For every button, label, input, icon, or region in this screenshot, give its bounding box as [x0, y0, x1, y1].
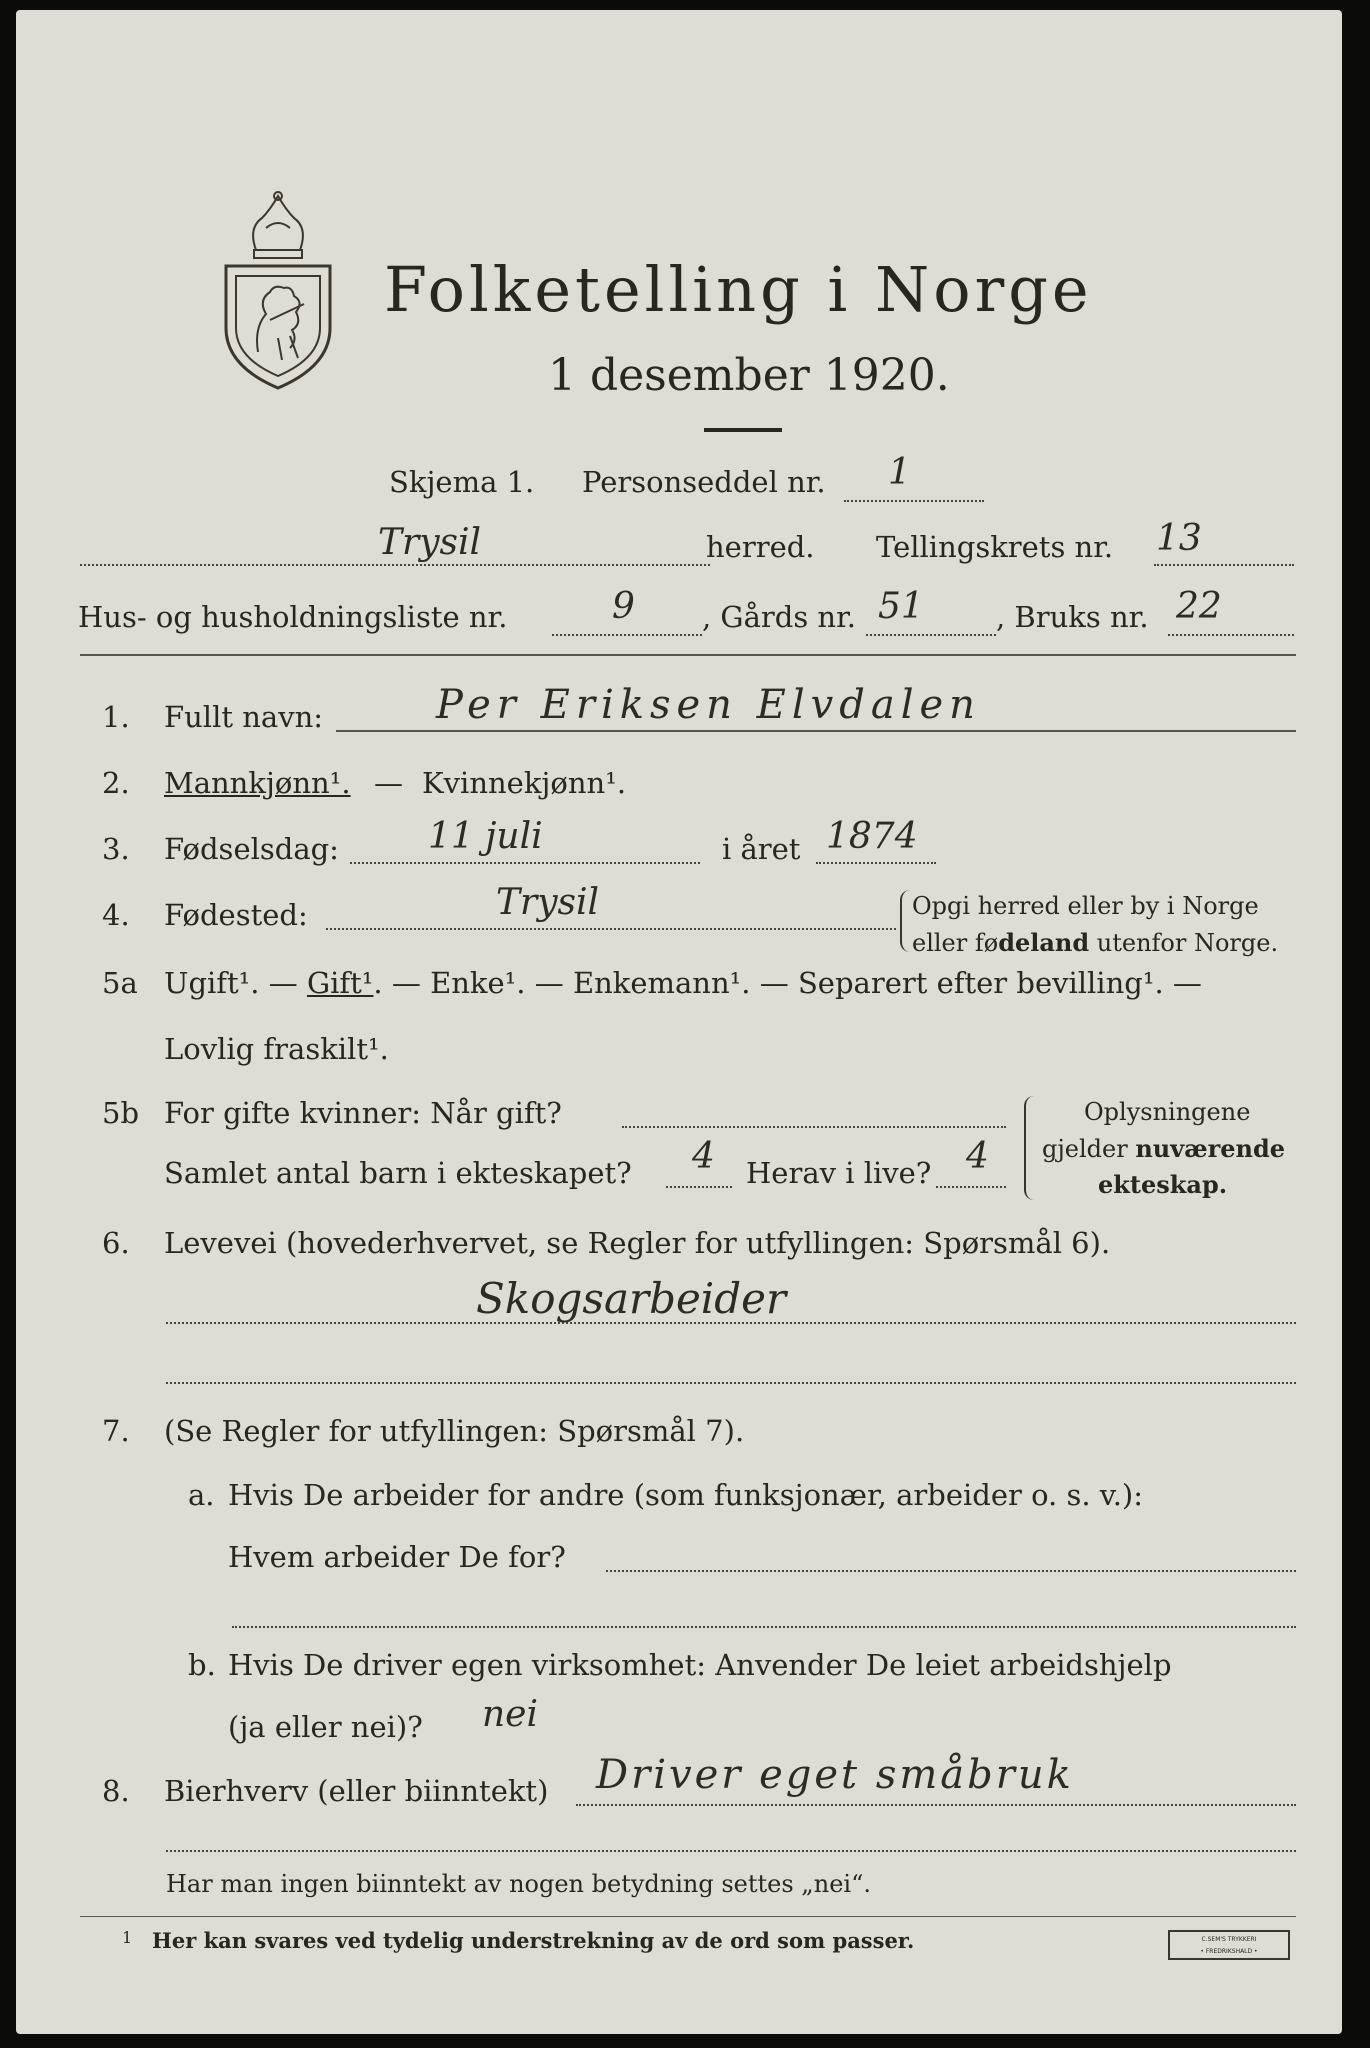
q4-note-brace [900, 890, 910, 952]
q7b-letter: b. [188, 1648, 216, 1682]
personseddel-line [844, 500, 984, 502]
husliste-value: 9 [612, 586, 635, 627]
q7a-label2: Hvem arbeider De for? [228, 1540, 566, 1574]
birth-year-value: 1874 [826, 816, 918, 857]
gards-value: 51 [878, 586, 924, 627]
q5b-label1: For gifte kvinner: Når gift? [164, 1096, 562, 1130]
q7a-label: Hvis De arbeider for andre (som funksjonær, arbeider o. s. v.): [228, 1478, 1144, 1512]
q5b-live-label: Herav i live? [746, 1156, 932, 1190]
q7a-letter: a. [188, 1478, 215, 1512]
sex-male-option: Mannkjønn¹. [164, 766, 351, 800]
footer-note: Har man ingen biinntekt av nogen betydning settes „nei“. [166, 1870, 871, 1898]
q7-number: 7. [102, 1414, 130, 1448]
bruks-label: , Bruks nr. [996, 600, 1149, 634]
tellingskrets-label: Tellingskrets nr. [876, 530, 1114, 564]
q1-label: Fullt navn: [164, 700, 324, 734]
footnote-number: 1 [122, 1928, 133, 1947]
q7a-line1 [606, 1570, 1296, 1572]
q6-label: Levevei (hovederhvervet, se Regler for utfyllingen: Spørsmål 6). [164, 1226, 1111, 1260]
bruks-value: 22 [1176, 586, 1222, 627]
coat-of-arms-icon [218, 188, 338, 394]
q7b-label: Hvis De driver egen virksomhet: Anvender De leiet arbeidshjelp [228, 1648, 1172, 1682]
q8-label: Bierhverv (eller biinntekt) [164, 1774, 549, 1808]
secondary-income-value: Driver eget småbruk [596, 1752, 1074, 1798]
birth-day-value: 11 juli [428, 816, 543, 857]
printer-stamp [1168, 1930, 1290, 1960]
husliste-line [552, 634, 702, 636]
q1-number: 1. [102, 700, 130, 734]
q7a-line2 [232, 1626, 1296, 1628]
herred-value: Trysil [378, 522, 482, 563]
herred-line [80, 564, 710, 566]
q5b-label2: Samlet antal barn i ekteskapet? [164, 1156, 632, 1190]
q3-number: 3. [102, 832, 130, 866]
stamp-line1: C.SEM'S TRYKKERI [1201, 1936, 1257, 1943]
birthplace-value: Trysil [496, 882, 600, 923]
q5b-married-line [622, 1126, 1006, 1128]
gards-label: , Gårds nr. [702, 600, 856, 634]
q4-line [326, 928, 896, 930]
q7b-label2: (ja eller nei)? [228, 1710, 423, 1744]
personseddel-value: 1 [888, 452, 911, 493]
q8-line2 [166, 1850, 1296, 1852]
children-count-value: 4 [692, 1136, 715, 1177]
q8-number: 8. [102, 1774, 130, 1808]
q5b-note-line3: ekteskap. [1098, 1170, 1228, 1199]
occupation-value: Skogsarbeider [476, 1274, 787, 1323]
q2-dash: — [374, 766, 403, 800]
full-name-value: Per Eriksen Elvdalen [436, 682, 981, 728]
q4-note-line2: eller fødeland utenfor Norge. [912, 928, 1279, 957]
hired-help-value: nei [482, 1694, 539, 1735]
q6-number: 6. [102, 1226, 130, 1260]
q3-year-line [816, 862, 936, 864]
q4-number: 4. [102, 898, 130, 932]
footnote-text: Her kan svares ved tydelig understrekning av de ord som passer. [152, 1928, 915, 1953]
marital-status-line2: Lovlig fraskilt¹. [164, 1032, 389, 1066]
q1-line [336, 730, 1296, 732]
q5b-note-brace [1024, 1096, 1036, 1200]
q8-line1 [576, 1804, 1296, 1806]
bruks-line [1168, 634, 1294, 636]
husliste-label: Hus- og husholdningsliste nr. [78, 600, 508, 634]
q7-label: (Se Regler for utfyllingen: Spørsmål 7). [164, 1414, 745, 1448]
marital-status-options: Ugift¹. — Gift¹. — Enke¹. — Enkemann¹. — Separert efter bevilling¹. — [164, 966, 1202, 1000]
schema-label: Skjema 1. [389, 465, 535, 499]
q6-line2 [166, 1382, 1296, 1384]
personseddel-label: Personseddel nr. [582, 465, 826, 499]
q6-line1 [166, 1322, 1296, 1324]
herred-label: herred. [706, 530, 815, 564]
title-divider [704, 428, 782, 432]
q3-year-label: i året [722, 832, 801, 866]
gards-line [866, 634, 996, 636]
children-alive-value: 4 [966, 1136, 989, 1177]
q5b-number: 5b [102, 1096, 140, 1130]
q2-number: 2. [102, 766, 130, 800]
tellingskrets-value: 13 [1156, 518, 1202, 559]
q5b-note-line1: Oplysningene [1084, 1098, 1251, 1126]
tellingskrets-line [1154, 564, 1294, 566]
stamp-line2: • FREDRIKSHALD • [1200, 1948, 1258, 1955]
form-title: Folketelling i Norge [384, 253, 1093, 326]
q5a-number: 5a [102, 966, 138, 1000]
footer-rule [80, 1916, 1296, 1917]
sex-female-option: Kvinnekjønn¹. [422, 766, 627, 800]
q3-label: Fødselsdag: [164, 832, 339, 866]
census-date: 1 desember 1920. [548, 350, 950, 401]
census-form [16, 10, 1342, 2034]
q4-label: Fødested: [164, 898, 308, 932]
q5b-alive-line [936, 1186, 1006, 1188]
header-rule [80, 654, 1296, 656]
q5b-note-line2: gjelder nuværende [1042, 1134, 1286, 1163]
q3-day-line [350, 862, 700, 864]
q4-note-line1: Opgi herred eller by i Norge [912, 892, 1259, 920]
q5b-children-line [666, 1186, 732, 1188]
